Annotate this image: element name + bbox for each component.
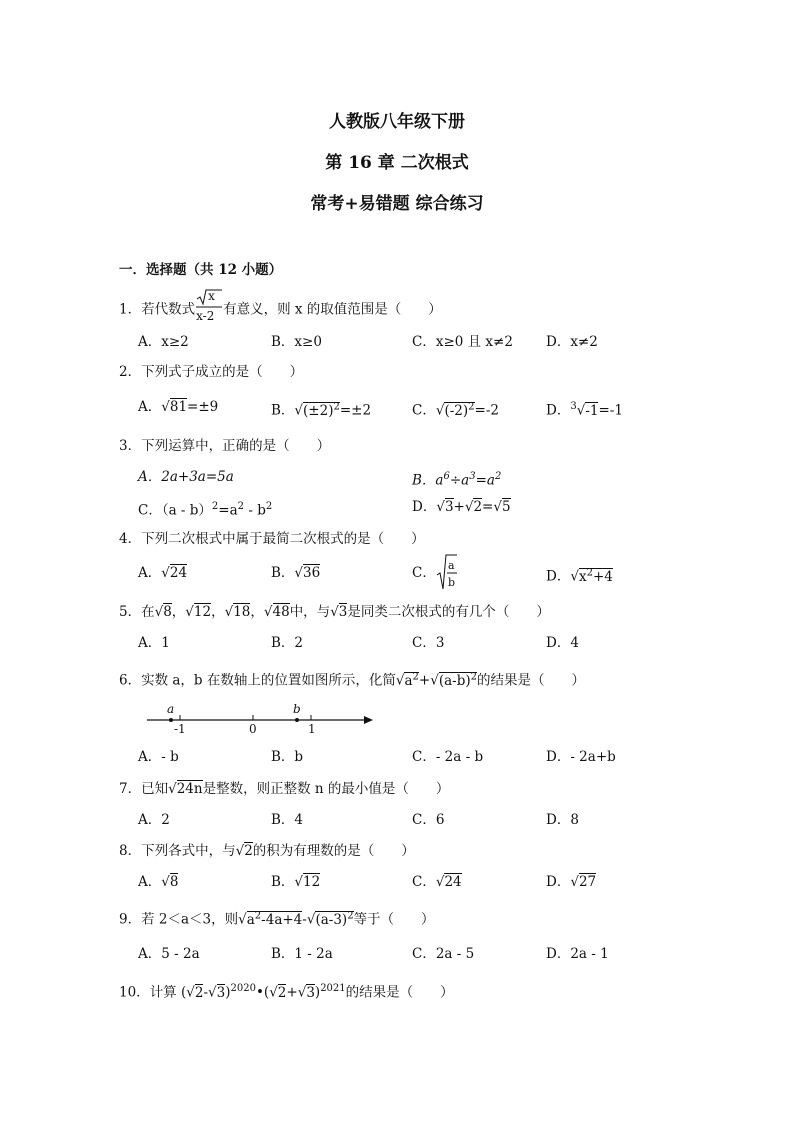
q1-option-a[interactable]: A．x≥2 bbox=[138, 334, 189, 350]
q5-option-d[interactable]: D．4 bbox=[546, 635, 579, 651]
fraction-sqrt-x-over-x-minus-2: x x-2 bbox=[195, 288, 223, 324]
q9-option-b[interactable]: B．1 - 2a bbox=[271, 946, 333, 962]
q6-option-d[interactable]: D．- 2a+b bbox=[546, 749, 616, 765]
question-4: 4．下列二次根式中属于最简二次根式的是（ ） bbox=[119, 531, 425, 547]
section-heading: 一．选择题（共 12 小题） bbox=[119, 262, 283, 278]
q8-option-b[interactable]: B．√12 bbox=[271, 874, 321, 890]
q6-option-c[interactable]: C．- 2a - b bbox=[412, 749, 484, 765]
question-7: 7．已知√24n是整数，则正整数 n 的最小值是（ ） bbox=[119, 781, 450, 797]
axis-tick-zero: 0 bbox=[249, 722, 257, 736]
question-3: 3．下列运算中，正确的是（ ） bbox=[119, 438, 331, 454]
axis-label-b: b bbox=[293, 702, 301, 716]
axis-tick-minus-one: -1 bbox=[174, 722, 186, 736]
q3-option-b[interactable]: B．$a^6\div a^3=a^2$ bbox=[412, 471, 502, 489]
q3-option-a[interactable]: A．2a+3a=5a bbox=[138, 469, 234, 485]
q2-option-c[interactable]: C．$√(-2)^2=-2$ bbox=[412, 401, 499, 419]
question-10: 10．计算 $(√2-√3)^{2020}•(√2+√3)^{2021}$的结果是（ ） bbox=[119, 983, 454, 1001]
q1-option-d[interactable]: D．x≠2 bbox=[546, 334, 598, 350]
document-title: 人教版八年级下册 bbox=[329, 112, 465, 132]
question-8: 8．下列各式中，与√2的积为有理数的是（ ） bbox=[119, 843, 415, 859]
q7-option-b[interactable]: B．4 bbox=[271, 812, 304, 828]
q4-option-a[interactable]: A．√24 bbox=[138, 565, 188, 581]
axis-tick-one: 1 bbox=[308, 722, 316, 736]
exercise-title: 常考+易错题 综合练习 bbox=[310, 194, 484, 214]
q1-option-c[interactable]: C．x≥0 且 x≠2 bbox=[412, 334, 513, 350]
q2-option-a[interactable]: A．√81=±9 bbox=[138, 399, 219, 415]
sqrt-a-over-b: a b bbox=[436, 553, 458, 593]
q2-option-b[interactable]: B．$√(\pm 2)^2=\pm 2$ bbox=[271, 401, 372, 419]
q7-option-d[interactable]: D．8 bbox=[546, 812, 579, 828]
q8-option-a[interactable]: A．√8 bbox=[138, 874, 179, 890]
question-1: 1．若代数式 x x-2 有意义，则 x 的取值范围是（ ） bbox=[119, 289, 442, 323]
question-9: 9．若 2＜a＜3，则$√a^2-4a+4-√(a-3)^2$等于（ ） bbox=[119, 910, 435, 928]
q9-option-d[interactable]: D．2a - 1 bbox=[546, 946, 609, 962]
question-5: 5．在√8，√12，√18，√48中，与√3是同类二次根式的有几个（ ） bbox=[119, 604, 550, 620]
q6-option-a[interactable]: A．- b bbox=[138, 749, 179, 765]
q5-option-a[interactable]: A．1 bbox=[138, 635, 170, 651]
q3-option-c[interactable]: C．$(a - b)^2=a^2 - b^2$ bbox=[138, 501, 273, 519]
q7-option-a[interactable]: A．2 bbox=[138, 812, 170, 828]
q8-option-d[interactable]: D．√27 bbox=[546, 874, 597, 890]
q9-option-a[interactable]: A．5 - 2a bbox=[138, 946, 200, 962]
question-6: 6．实数 a，b 在数轴上的位置如图所示，化简$√a^2+√(a-b)^2$的结果是（ ） bbox=[119, 671, 586, 689]
q7-option-c[interactable]: C．6 bbox=[412, 812, 445, 828]
q1-option-b[interactable]: B．x≥0 bbox=[271, 334, 322, 350]
axis-label-a: a bbox=[167, 702, 175, 716]
q3-option-d[interactable]: D．√3+√2=√5 bbox=[412, 499, 511, 515]
question-2: 2．下列式子成立的是（ ） bbox=[119, 364, 304, 380]
chapter-title: 第 16 章 二次根式 bbox=[325, 153, 469, 173]
q9-option-c[interactable]: C．2a - 5 bbox=[412, 946, 475, 962]
q5-option-c[interactable]: C．3 bbox=[412, 635, 445, 651]
q2-option-d[interactable]: D．$^3$√-1=-1 bbox=[546, 401, 623, 419]
q8-option-c[interactable]: C．√24 bbox=[412, 874, 462, 890]
q4-option-d[interactable]: D．$√x^2+4$ bbox=[546, 567, 613, 585]
number-line-figure bbox=[145, 702, 385, 738]
q5-option-b[interactable]: B．2 bbox=[271, 635, 304, 651]
q6-option-b[interactable]: B．b bbox=[271, 749, 304, 765]
q4-option-b[interactable]: B．√36 bbox=[271, 565, 321, 581]
